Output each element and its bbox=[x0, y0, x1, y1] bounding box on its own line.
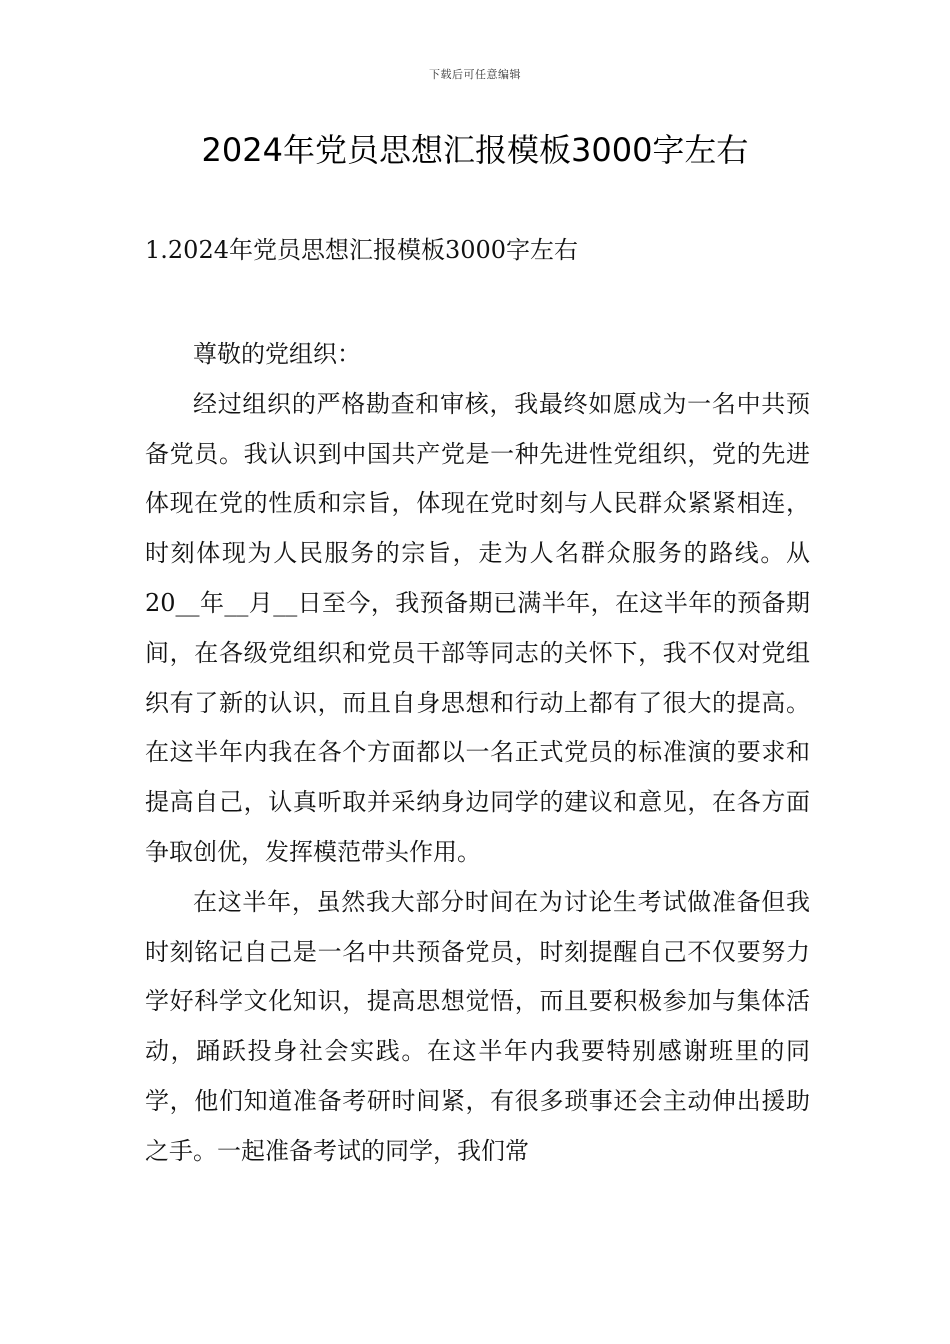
body-paragraph-2: 在这半年，虽然我大部分时间在为讨论生考试做准备但我时刻铭记自己是一名中共预备党员，时刻提醒自己不仅要努力学好科学文化知识，提高思想觉悟，而且要积极参加与集体活动，踊跃投身社会实践。在这半年内我要特别感谢班里的同学，他们知道准备考研时间紧，有很多琐事还会主动伸出援助之手。一起准备考试的同学，我们常 bbox=[145, 887, 810, 1165]
header-note: 下载后可任意编辑 bbox=[429, 68, 521, 81]
document-body bbox=[145, 330, 810, 1177]
salutation: 尊敬的党组织： bbox=[193, 340, 361, 368]
body-paragraph-1: 经过组织的严格勘查和审核，我最终如愿成为一名中共预备党员。我认识到中国共产党是一种先进性党组织，党的先进体现在党的性质和宗旨，体现在党时刻与人民群众紧紧相连，时刻体现为人民服务的宗旨，走为人名群众服务的路线。从20__年__月__日至今，我预备期已满半年，在这半年的预备期间，在各级党组织和党员干部等同志的关怀下，我不仅对党组织有了新的认识，而且自身思想和行动上都有了很大的提高。在这半年内我在各个方面都以一名正式党员的标准演的要求和提高自己，认真听取并采纳身边同学的建议和意见，在各方面争取创优，发挥模范带头作用。 bbox=[145, 389, 810, 866]
document-title: 2024年党员思想汇报模板3000字左右 bbox=[201, 131, 749, 169]
section-heading: 1.2024年党员思想汇报模板3000字左右 bbox=[145, 236, 579, 264]
